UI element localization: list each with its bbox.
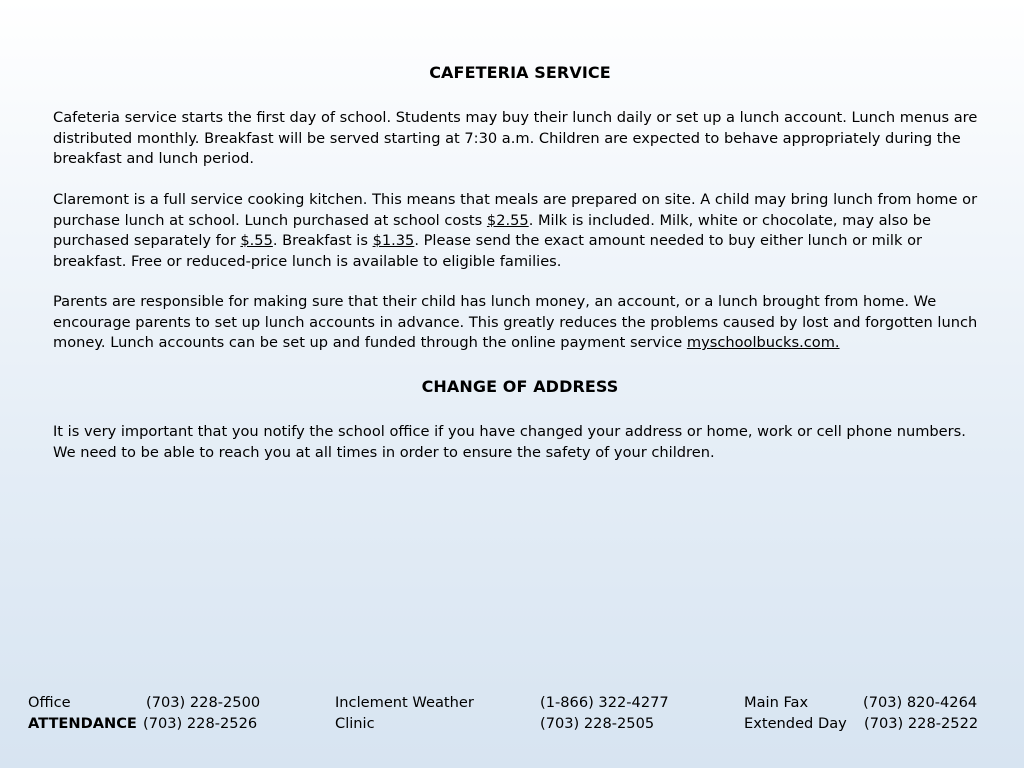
milk-price: $.55 [240, 232, 273, 249]
clinic-label: Clinic [335, 715, 375, 732]
office-phone: (703) 228-2500 [146, 694, 261, 711]
paragraph-text: Parents are responsible for making sure that their child has lunch money, an account, or a lunch brought from home. We encourage parents to set up lunch accounts in advance. This greatly reduces the problems caused by lost and forgotten lunch money. Lunch accounts can be set up and funded through the online payment service [53, 293, 978, 351]
paragraph-text: Claremont is a full service cooking kitchen. This means that meals are prepared on site. A child may bring lunch from home or purchase lunch at school. Lunch purchased at school costs [53, 191, 978, 229]
cafeteria-heading: CAFETERIA SERVICE [429, 63, 611, 82]
lunch-price: $2.55 [486, 211, 529, 229]
attendance-phone: (703) 228-2526 [143, 715, 258, 732]
main-fax-label: Main Fax [744, 694, 809, 711]
payment-service-link[interactable]: myschoolbucks.com. [686, 334, 840, 351]
cafeteria-paragraph-2 [53, 190, 988, 272]
clinic-phone: (703) 228-2505 [540, 715, 655, 732]
change-of-address-heading: CHANGE OF ADDRESS [421, 377, 619, 396]
office-label: Office [28, 694, 71, 711]
breakfast-price: $1.35 [372, 232, 415, 249]
cafeteria-paragraph-3 [53, 292, 988, 354]
attendance-label: ATTENDANCE [28, 715, 137, 732]
extended-day-phone: (703) 228-2522 [864, 715, 979, 732]
inclement-weather-phone: (1-866) 322-4277 [540, 694, 669, 711]
paragraph-text: . Breakfast is [272, 232, 373, 249]
inclement-weather-label: Inclement Weather [335, 694, 474, 711]
main-fax-phone: (703) 820-4264 [863, 694, 978, 711]
change-of-address-paragraph: It is very important that you notify the school office if you have changed your address or home, work or cell phone numbers. We need to be able to reach you at all times in order to ensure the safety of your children. [53, 423, 966, 461]
extended-day-label: Extended Day [744, 715, 847, 732]
paragraph-text: . Please send the exact amount needed to buy either lunch or milk or breakfast. Free or reduced-price lunch is available to eligible families. [53, 232, 923, 270]
cafeteria-paragraph-1: Cafeteria service starts the first day of school. Students may buy their lunch daily or set up a lunch account. Lunch menus are distributed monthly. Breakfast will be served starting at 7:30 a.m. Children are expected to behave appropriately during the breakfast and lunch period. [53, 109, 978, 167]
paragraph-text: . Milk is included. Milk, white or chocolate, may also be purchased separately for [53, 211, 932, 249]
